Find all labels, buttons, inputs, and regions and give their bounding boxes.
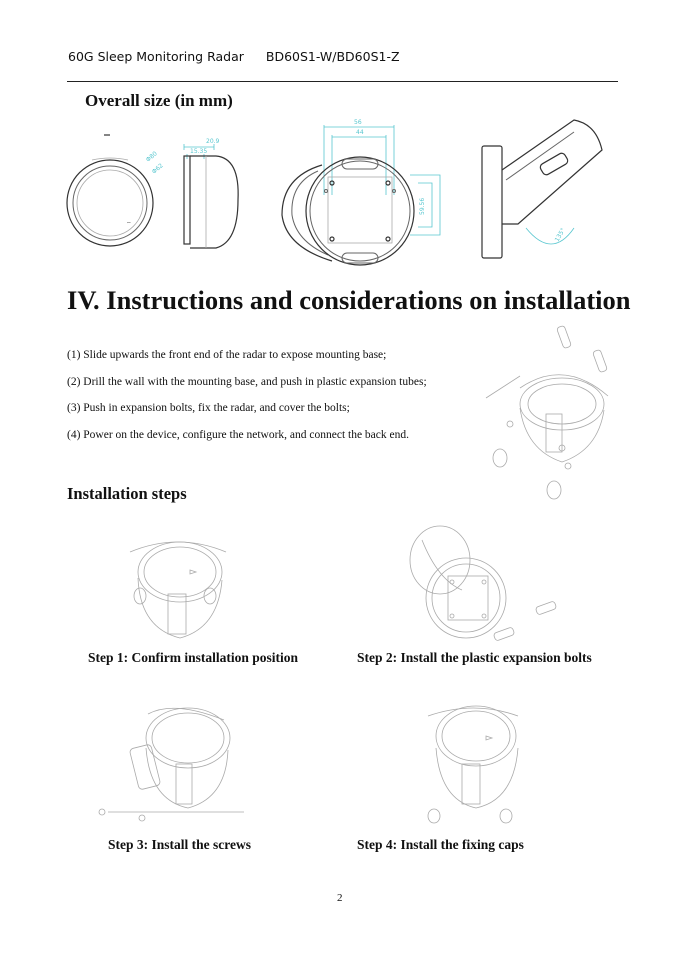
back-dim-w2: 44 bbox=[356, 129, 364, 136]
header-model: BD60S1-W/BD60S1-Z bbox=[265, 49, 400, 64]
svg-text:⌔: ⌔ bbox=[126, 221, 132, 228]
step-3-illustration bbox=[94, 694, 254, 826]
step-1-illustration bbox=[118, 522, 238, 642]
side-dim-top: 20.9 bbox=[206, 138, 220, 145]
side-dim-inner: 15.35 bbox=[190, 148, 208, 155]
step-2-illustration bbox=[402, 520, 562, 650]
page-number: 2 bbox=[337, 892, 343, 904]
front-dim-b: Φ62 bbox=[150, 162, 165, 176]
back-view-drawing bbox=[272, 115, 452, 275]
exploded-view-illustration bbox=[480, 318, 620, 508]
instruction-4: (4) Power on the device, configure the network, and connect the back end. bbox=[67, 429, 409, 441]
step-1-caption: Step 1: Confirm installation position bbox=[88, 650, 299, 665]
header-product: 60G Sleep Monitoring Radar bbox=[68, 49, 244, 64]
installation-steps-heading: Installation steps bbox=[67, 484, 187, 503]
installation-heading: IV. Instructions and considerations on installation bbox=[67, 285, 631, 315]
angle-dim: 135° bbox=[553, 226, 567, 243]
back-dim-h: 59.56 bbox=[419, 197, 426, 215]
step-2-caption: Step 2: Install the plastic expansion bolts bbox=[357, 650, 592, 665]
step-3-caption: Step 3: Install the screws bbox=[108, 837, 251, 852]
overall-size-heading: Overall size (in mm) bbox=[85, 91, 233, 110]
instruction-2: (2) Drill the wall with the mounting base, and push in plastic expansion tubes; bbox=[67, 376, 427, 388]
angled-view-drawing bbox=[478, 110, 608, 270]
back-dim-w1: 56 bbox=[354, 119, 362, 126]
page-header bbox=[68, 49, 400, 64]
instruction-1: (1) Slide upwards the front end of the radar to expose mounting base; bbox=[67, 349, 387, 361]
front-dim-a: Φ80 bbox=[144, 150, 159, 164]
front-view-drawing bbox=[64, 130, 164, 250]
header-rule bbox=[67, 81, 618, 82]
instruction-3: (3) Push in expansion bolts, fix the radar, and cover the bolts; bbox=[67, 402, 350, 414]
step-4-illustration bbox=[414, 694, 534, 826]
side-view-drawing bbox=[176, 134, 246, 254]
step-4-caption: Step 4: Install the fixing caps bbox=[357, 837, 524, 852]
